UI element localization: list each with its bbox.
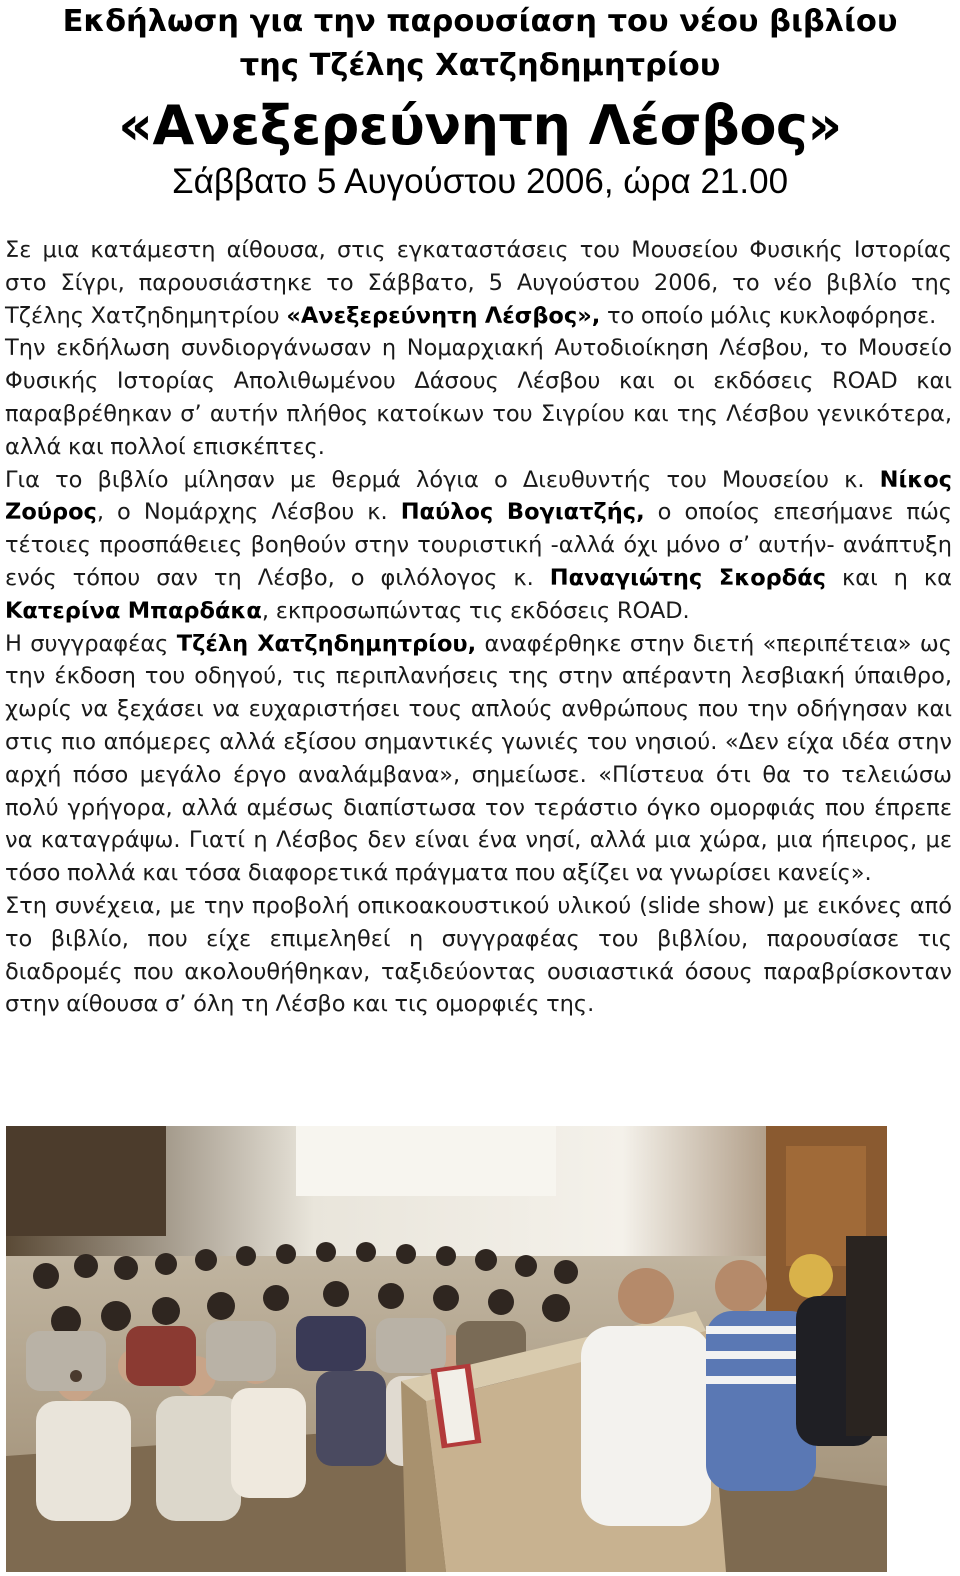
speaker-name: Παύλος Βογιατζής,: [400, 499, 645, 526]
paragraph-speakers: Για το βιβλίο μίλησαν με θερμά λόγια ο Διευθυντής του Μουσείου κ. Νίκος Ζούρος, ο Νομάρχης Λέσβου κ. Παύλος Βογιατζής, ο οποίος επεσήμανε πώς τέτοιες προσπάθειες βοηθούν στην τουριστική -αλλά όχι μόνο σ’ αυτήν- ανάπτυξη ενός τόπου σαν τη Λέσβο, ο φιλόλογος κ. Παναγιώτης Σκορδάς και η κα Κατερίνα Μπαρδάκα, εκπροσωπώντας τις εκδόσεις ROAD.: [5, 466, 953, 624]
speaker-name: Κατερίνα Μπαρδάκα: [5, 597, 262, 624]
paragraph-slideshow: Στη συνέχεια, με την προβολή οπικοακουστικού υλικού (slide show) με εικόνες από το βιβλίο, που είχε επιμεληθεί η συγγραφέας του βιβλίου, παρουσίασε τις διαδρομές που ακολουθήθηκαν, ταξιδεύοντας ουσιαστικά όσους παραβρίσκονταν στην αίθουσα σ’ όλη τη Λέσβο και τις ομορφιές της.: [5, 892, 952, 1018]
speaker-name: Νίκος Ζούρος: [5, 466, 952, 526]
book-title: «Ανεξερεύνητη Λέσβος»: [118, 94, 842, 157]
author-name: Τζέλη Χατζηδημητρίου,: [176, 630, 477, 657]
event-heading-line-1: Εκδήλωση για την παρουσίαση του νέου βιβλίου: [62, 4, 898, 39]
event-heading-line-2: της Τζέλης Χατζηδημητρίου: [239, 48, 721, 83]
book-title-inline: «Ανεξερεύνητη Λέσβος»,: [286, 302, 601, 329]
paragraph-intro: Σε μια κατάμεστη αίθουσα, στις εγκαταστάσεις του Μουσείου Φυσικής Ιστορίας στο Σίγρι, παρουσιάστηκε το Σάββατο, 5 Αυγούστου 2006, το νέο βιβλίο της Τζέλης Χατζηδημητρίου «Ανεξερεύνητη Λέσβος», το οποίο μόλις κυκλοφόρησε.: [5, 237, 952, 329]
paragraph-author: Η συγγραφέας Τζέλη Χατζηδημητρίου, αναφέρθηκε στην διετή «περιπέτεια» ως την έκδοση του οδηγού, τις περιπλανήσεις της στην απέραντη λεσβιακή ύπαιθρο, χωρίς να ξεχάσει να ευχαριστήσει τους απλούς ανθρώπους που την οδήγησαν και στις πιο απόμερες αλλά εξίσου σημαντικές γωνιές του νησιού. «Δεν είχα ιδέα στην αρχή πόσο μεγάλο έργο αναλάμβανα», σημείωσε. «Πίστευα ότι θα το τελειώσω πολύ γρήγορα, αλλά αμέσως διαπίστωσα τον τεράστιο όγκο ομορφιάς που έπρεπε να καταγράψω. Γιατί η Λέσβος δεν είναι ένα νησί, αλλά μια χώρα, μια ήπειρος, με τόσο πολλά και τόσα διαφορετικά πράγματα που αξίζει να γνωρίσει κανείς».: [5, 630, 952, 887]
article-body: [5, 234, 952, 1021]
event-photo-illustration: [6, 1126, 887, 1572]
speaker-name: Παναγιώτης Σκορδάς: [549, 564, 827, 591]
event-date: Σάββατο 5 Αυγούστου 2006, ώρα 21.00: [171, 162, 789, 201]
event-photo: [6, 1126, 887, 1572]
paragraph-organizers: Την εκδήλωση συνδιοργάνωσαν η Νομαρχιακή Αυτοδιοίκηση Λέσβου, το Μουσείο Φυσικής Ιστορίας Απολιθωμένου Δάσους Λέσβου και οι εκδόσεις ROAD και παραβρέθηκαν σ’ αυτήν πλήθος κατοίκων του Σιγρίου και της Λέσβου γενικότερα, αλλά και πολλοί επισκέπτες.: [5, 335, 952, 460]
